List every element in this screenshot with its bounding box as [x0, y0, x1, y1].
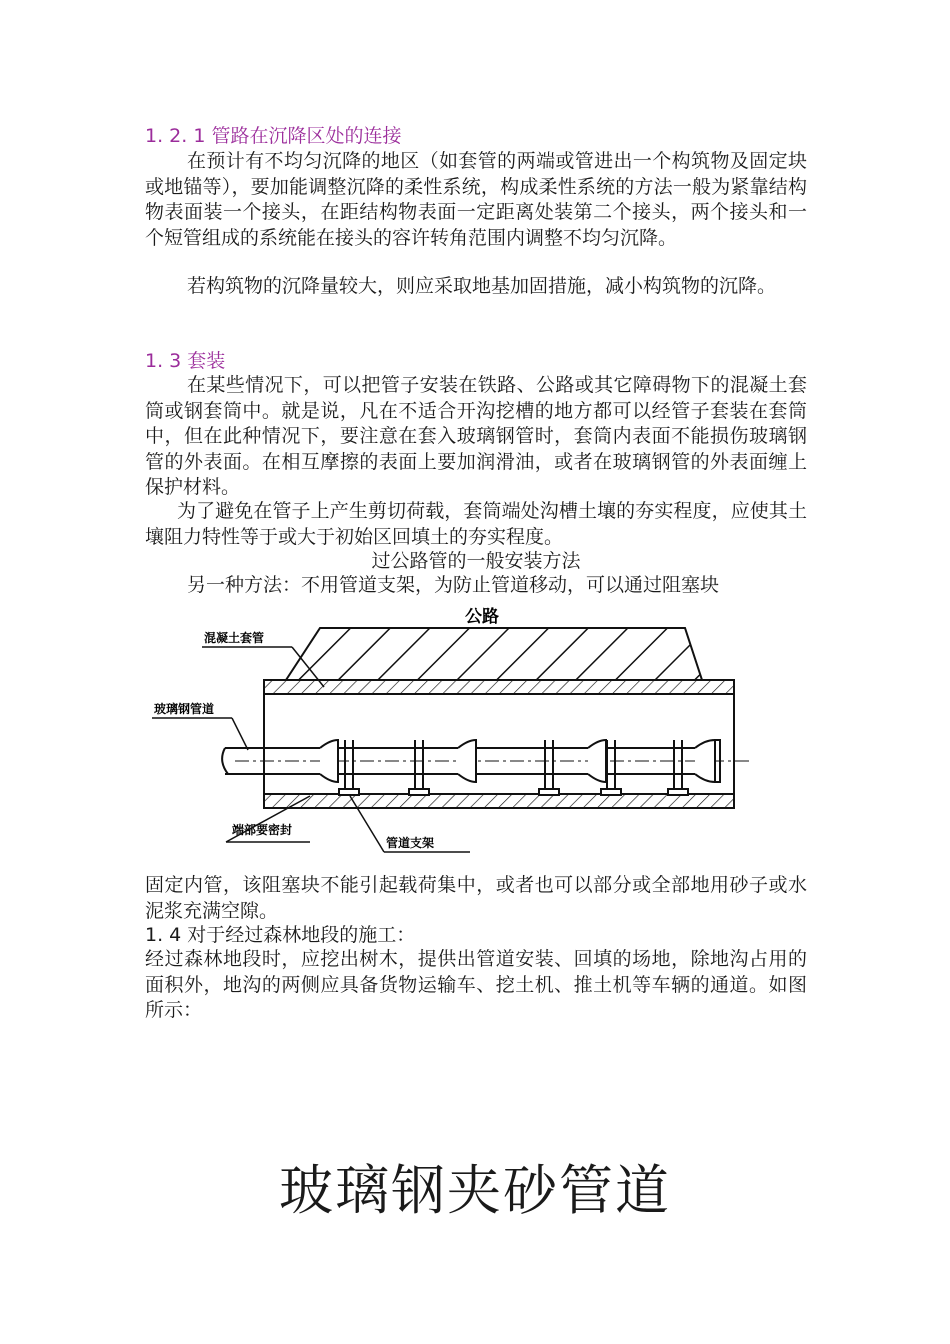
after-figure-paragraph: 固定内管，该阻塞块不能引起载荷集中，或者也可以部分或全部地用砂子或水泥浆充满空隙。: [145, 874, 807, 922]
pipe-support-label: 管道支架: [386, 836, 435, 850]
concrete-casing-label: 混凝土套管: [204, 631, 265, 645]
road-embankment: [286, 628, 702, 680]
section-13-heading: 1. 3 套装: [145, 350, 226, 372]
casing-top-wall: [264, 680, 734, 694]
frp-pipe-label: 玻璃钢管道: [154, 702, 215, 716]
section-13-paragraph-1: 在某些情况下，可以把管子安装在铁路、公路或其它障碍物下的混凝土套筒或钢套筒中。就是说，凡在不适合开沟挖槽的地方都可以经管子套装在套筒中，但在此种情况下，要注意在套入玻璃钢管时，套筒内表面不能损伤玻璃钢管的外表面。在相互摩擦的表面上要加润滑油，或者在玻璃钢管的外表面缠上保护材料。: [145, 374, 807, 498]
footer-title: 玻璃钢夹砂管道: [279, 1159, 671, 1222]
section-121-heading: 1. 2. 1 管路在沉降区处的连接: [145, 125, 402, 147]
end-seal-label: 端部要密封: [232, 823, 293, 837]
section-13-paragraph-2: 为了避免在管子上产生剪切荷载，套筒端处沟槽土壤的夯实程度，应使其土壤阻力特性等于或大于初始区回填土的夯实程度。: [145, 500, 807, 548]
casing-bottom-wall: [264, 794, 734, 808]
section-13-paragraph-3: 另一种方法：不用管道支架，为防止管道移动，可以通过阻塞块: [187, 574, 720, 596]
road-label: 公路: [465, 607, 499, 627]
figure-caption: 过公路管的一般安装方法: [371, 550, 581, 572]
section-14-paragraph-1: 经过森林地段时，应挖出树木，提供出管道安装、回填的场地，除地沟占用的面积外，地沟的两侧应具备货物运输车、挖土机、推土机等车辆的通道。如图所示：: [145, 948, 807, 1021]
road-crossing-figure: [140, 600, 820, 862]
section-121-paragraph-2: 若构筑物的沉降量较大，则应采取地基加固措施，减小构筑物的沉降。: [187, 275, 777, 297]
section-121-paragraph-1: 在预计有不均匀沉降的地区（如套管的两端或管进出一个构筑物及固定块或地锚等），要加能调整沉降的柔性系统，构成柔性系统的方法一般为紧靠结构物表面装一个接头，在距结构物表面一定距离处装第二个接头，两个接头和一个短管组成的系统能在接头的容许转角范围内调整不均匀沉降。: [145, 150, 807, 249]
section-14-heading: 1. 4 对于经过森林地段的施工：: [145, 924, 416, 946]
